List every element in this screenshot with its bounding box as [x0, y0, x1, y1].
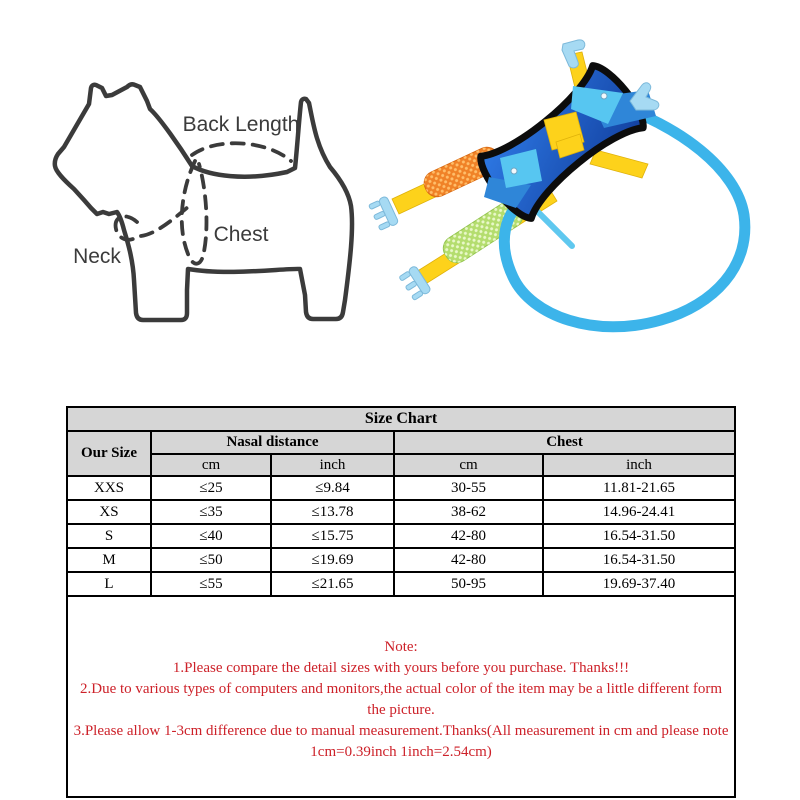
- col-header-nasal-distance: Nasal distance: [151, 431, 394, 454]
- bracket-screw-top: [601, 93, 607, 99]
- sub-header-chest-inch: inch: [543, 454, 735, 476]
- back-length-label: Back Length: [182, 113, 300, 136]
- size-label-cell: XS: [67, 500, 151, 524]
- size-label-cell: L: [67, 572, 151, 596]
- size-value-cell: ≤50: [151, 548, 271, 572]
- size-value-cell: ≤21.65: [271, 572, 394, 596]
- note-line: 1.Please compare the detail sizes with yours before you purchase. Thanks!!!: [172, 660, 630, 676]
- size-value-cell: 16.54-31.50: [543, 524, 735, 548]
- note-heading: Note:: [384, 639, 418, 655]
- table-row: [67, 572, 735, 596]
- note-lines: [69, 658, 733, 763]
- sub-header-chest-cm: cm: [394, 454, 543, 476]
- size-value-cell: 38-62: [394, 500, 543, 524]
- size-label-cell: S: [67, 524, 151, 548]
- size-value-cell: ≤25: [151, 476, 271, 500]
- sub-header-nasal-cm: cm: [151, 454, 271, 476]
- size-value-cell: 16.54-31.50: [543, 548, 735, 572]
- size-value-cell: ≤35: [151, 500, 271, 524]
- col-header-chest: Chest: [394, 431, 735, 454]
- note-line: 2.Due to various types of computers and monitors,the actual color of the item may be a little different form the picture.: [80, 681, 723, 718]
- size-value-cell: 50-95: [394, 572, 543, 596]
- table-row: [67, 548, 735, 572]
- sub-header-nasal-inch: inch: [271, 454, 394, 476]
- size-value-cell: ≤19.69: [271, 548, 394, 572]
- size-value-cell: ≤40: [151, 524, 271, 548]
- size-value-cell: 11.81-21.65: [543, 476, 735, 500]
- size-value-cell: 14.96-24.41: [543, 500, 735, 524]
- bracket-screw-bottom: [511, 168, 517, 174]
- neck-label: Neck: [73, 245, 121, 268]
- col-header-our-size: Our Size: [67, 431, 151, 476]
- halo-wing-clip: [630, 83, 659, 110]
- size-table-body: [67, 476, 735, 596]
- table-row: [67, 524, 735, 548]
- size-value-cell: 19.69-37.40: [543, 572, 735, 596]
- size-value-cell: ≤9.84: [271, 476, 394, 500]
- size-value-cell: 42-80: [394, 548, 543, 572]
- back-length-dashed-line: [192, 143, 291, 161]
- table-title: Size Chart: [67, 407, 735, 431]
- size-label-cell: M: [67, 548, 151, 572]
- size-value-cell: ≤13.78: [271, 500, 394, 524]
- size-chart-table: [66, 406, 736, 798]
- halo-ring-end: [532, 206, 572, 246]
- harness-strap-right-tab2: [590, 150, 648, 178]
- size-value-cell: ≤15.75: [271, 524, 394, 548]
- size-label-cell: XXS: [67, 476, 151, 500]
- note-block: [69, 597, 733, 763]
- note-cell: [67, 596, 735, 797]
- dog-measurement-diagram: [40, 70, 360, 340]
- halo-harness-product-photo: [360, 20, 790, 350]
- size-value-cell: 30-55: [394, 476, 543, 500]
- table-row: [67, 476, 735, 500]
- size-value-cell: ≤55: [151, 572, 271, 596]
- chest-label: Chest: [213, 223, 269, 246]
- note-line: 3.Please allow 1-3cm difference due to manual measurement.Thanks(All measurement in cm and please note 1cm=0.39inch 1inch=2.54cm): [73, 723, 729, 760]
- size-value-cell: 42-80: [394, 524, 543, 548]
- table-row: [67, 500, 735, 524]
